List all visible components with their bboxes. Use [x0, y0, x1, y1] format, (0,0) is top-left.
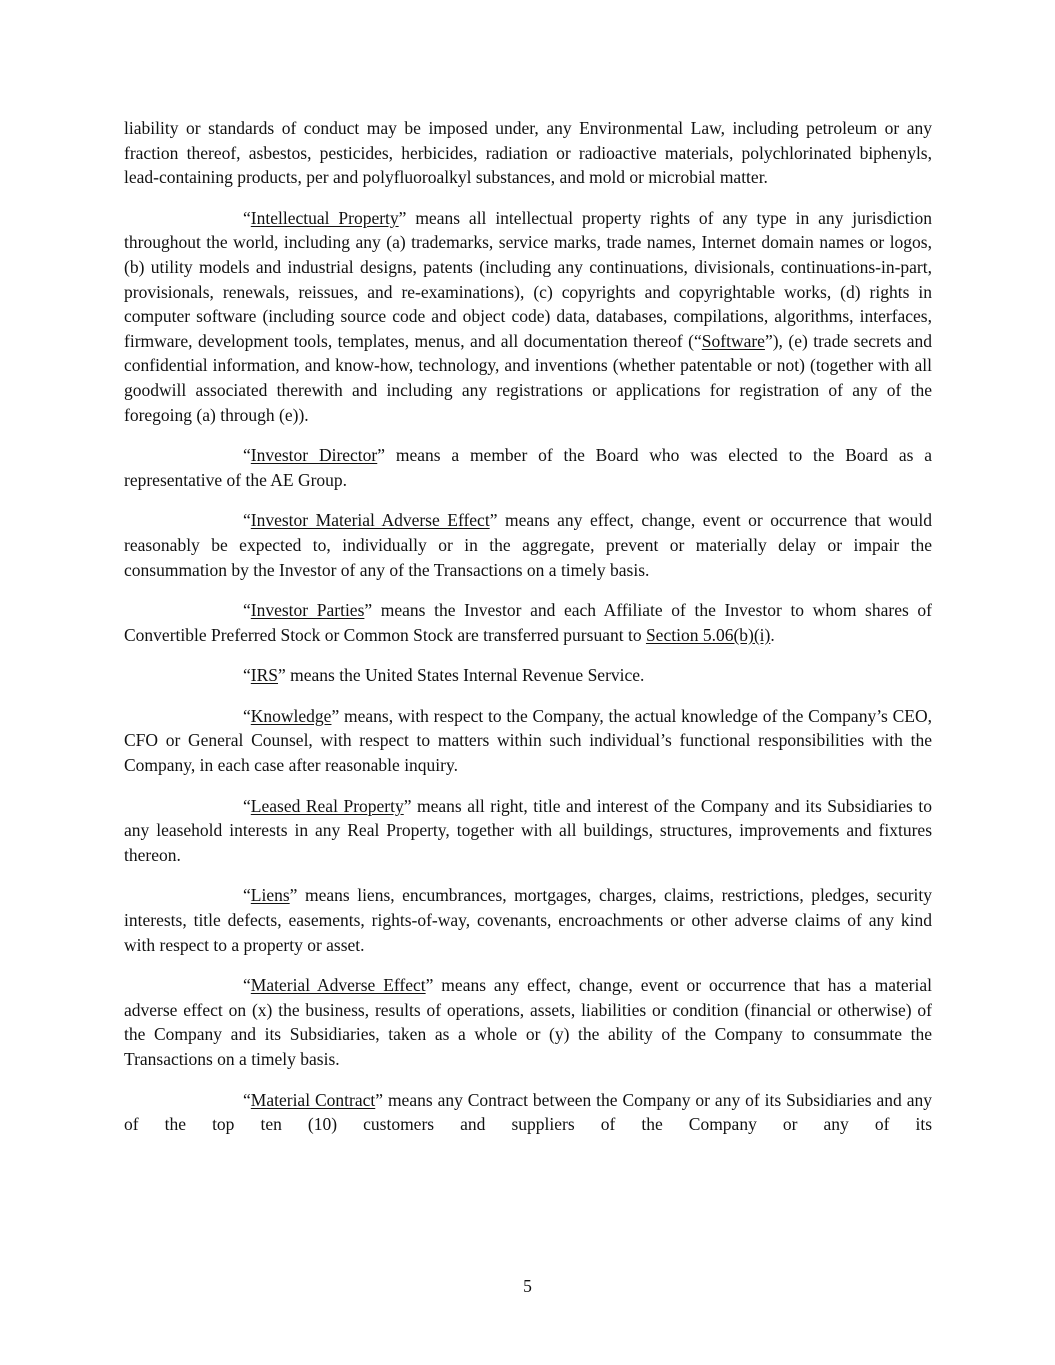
text-run: ” means any Contract between the Company or any of its Subsidiaries and any of the top ten (10) customers and suppliers of the Company or any of its [124, 1089, 932, 1135]
defined-term-leased-real-property: Leased Real Property [250, 795, 404, 816]
text-run: . [770, 624, 775, 645]
section-reference-5-06-b-i: Section 5.06(b)(i) [645, 624, 771, 645]
text-run: ” means the Investor and each Affiliate of the Investor to whom shares of Convertible Preferred Stock or Common Stock are transferred pursuant to [124, 600, 932, 645]
defined-term-liens: Liens [250, 885, 290, 906]
text-run: “ [243, 600, 251, 621]
definition-leased-real-property [124, 794, 932, 868]
text-run: ” means, with respect to the Company, the actual knowledge of the Company’s CEO, CFO or General Counsel, with respect to matters within such individual’s functional responsibilities with the Company, in each case after reasonable inquiry. [124, 705, 932, 776]
definition-investor-material-adverse-effect [124, 508, 932, 582]
text-run: ” means all intellectual property rights of any type in any jurisdiction throughout the world, including any (a) trademarks, service marks, trade names, Internet domain names or logos, (b) utility models and industrial designs, patents (including any continuations, divisionals, continuations-in-part, provisionals, renewals, reissues, and re-examinations), (c) copyrights and copyrightable works, (d) rights in computer software (including source code and object code) data, databases, compilations, algorithms, interfaces, firmware, development tools, templates, menus, and all documentation thereof (“ [124, 207, 932, 351]
text-run: ” means liens, encumbrances, mortgages, charges, claims, restrictions, pledges, security interests, title defects, easements, rights-of-way, covenants, encroachments or other adverse claims of any kind with respect to a property or asset. [124, 885, 932, 955]
defined-term-irs: IRS [250, 665, 279, 686]
defined-term-material-adverse-effect: Material Adverse Effect [250, 975, 426, 996]
text-run: ” means any effect, change, event or occurrence that would reasonably be expected to, individually or in the aggregate, prevent or materially delay or impair the consummation by the Investor of any of the Transactions on a timely basis. [124, 510, 932, 580]
page-number: 5 [523, 1276, 532, 1296]
definition-material-contract [124, 1088, 932, 1137]
text-run: ” means any effect, change, event or occurrence that has a material adverse effect on (x) the business, results of operations, assets, liabilities or condition (financial or otherwise) of the Company and its Subsidiaries, taken as a whole or (y) the ability of the Company to consummate the Transactions on a timely basis. [124, 975, 932, 1069]
defined-term-software: Software [701, 330, 765, 351]
text-run: liability or standards of conduct may be imposed under, any Environmental Law, including petroleum or any fraction thereof, asbestos, pesticides, herbicides, radiation or radioactive materials, polychlorinated biphenyls, lead-containing products, per and polyfluoroalkyl substances, and mold or microbial matter. [124, 118, 932, 188]
defined-term-investor-material-adverse-effect: Investor Material Adverse Effect [250, 510, 490, 531]
text-run: “ [243, 510, 251, 531]
defined-term-investor-director: Investor Director [250, 445, 378, 466]
text-run: “ [243, 885, 251, 906]
document-body [124, 116, 932, 1153]
text-run: “ [243, 665, 251, 686]
text-run: ” means a member of the Board who was elected to the Board as a representative of the AE Group. [124, 445, 932, 490]
text-run: ”), (e) trade secrets and confidential information, and know-how, technology, and inventions (whether patentable or not) (together with all goodwill associated therewith and including any registrations or applications for registration of any of the foregoing (a) through (e)). [124, 330, 932, 425]
defined-term-material-contract: Material Contract [250, 1089, 376, 1110]
paragraph-continuation [124, 116, 932, 190]
defined-term-knowledge: Knowledge [250, 705, 332, 726]
text-run: ” means the United States Internal Revenue Service. [278, 665, 645, 686]
definition-liens [124, 883, 932, 957]
defined-term-intellectual-property: Intellectual Property [250, 207, 399, 228]
text-run: “ [243, 795, 251, 816]
text-run: “ [243, 445, 251, 466]
definition-investor-parties [124, 598, 932, 647]
definition-knowledge [124, 704, 932, 778]
definition-irs [124, 663, 932, 688]
definition-material-adverse-effect [124, 973, 932, 1071]
definition-intellectual-property [124, 206, 932, 427]
text-run: “ [243, 1089, 251, 1110]
text-run: ” means all right, title and interest of the Company and its Subsidiaries to any leasehold interests in any Real Property, together with all buildings, structures, improvements and fixtures thereon. [124, 795, 932, 865]
text-run: “ [243, 705, 251, 726]
defined-term-investor-parties: Investor Parties [250, 600, 365, 621]
text-run: “ [243, 975, 251, 996]
definition-investor-director [124, 443, 932, 492]
text-run: “ [243, 207, 251, 228]
